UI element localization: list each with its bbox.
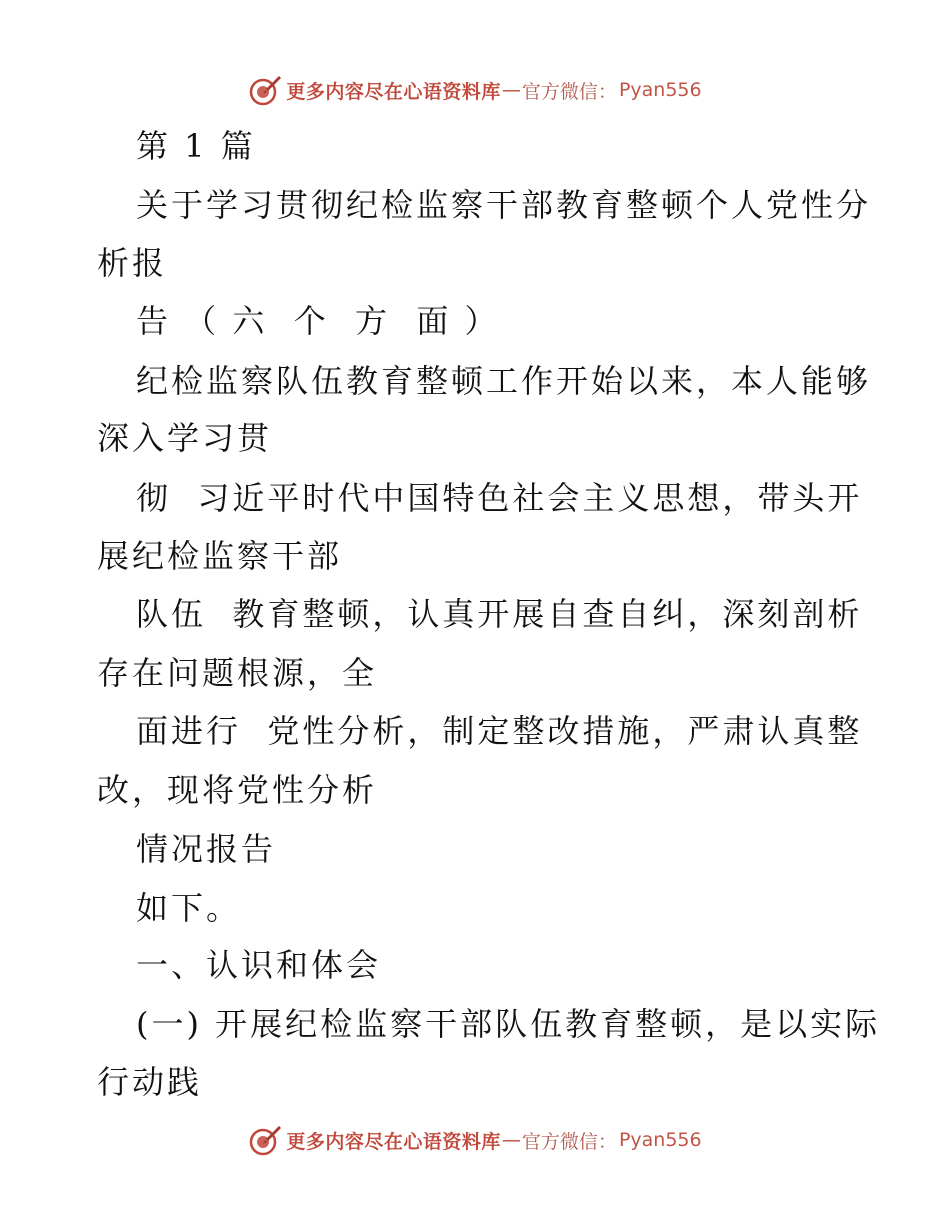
paragraph-line: 如下。 <box>136 889 242 927</box>
pen-logo-icon <box>248 73 282 107</box>
paragraph-line: 改，现将党性分析 <box>97 771 378 809</box>
pen-logo-icon <box>248 1123 282 1157</box>
watermark-wechat-id: Pyan556 <box>618 1129 702 1151</box>
watermark-dash: — <box>501 1129 521 1151</box>
paragraph-line: 情况报告 <box>136 830 277 868</box>
paragraph-line: 行动践 <box>97 1063 203 1101</box>
watermark-main-text: 更多内容尽在心语资料库 <box>286 1130 501 1153</box>
paragraph-line: 面进行 党性分析，制定整改措施，严肃认真整 <box>136 712 863 750</box>
document-title-line: 告 （ 六 个 方 面 ） <box>136 302 500 340</box>
paragraph-line: 彻 习近平时代中国特色社会主义思想，带头开 <box>136 479 863 517</box>
paragraph-line: 存在问题根源，全 <box>97 654 378 692</box>
paragraph-line: 队伍 教育整顿，认真开展自查自纠，深刻剖析 <box>136 595 863 633</box>
watermark-wechat-label: 官方微信： <box>521 1130 617 1153</box>
section-heading: 第 1 篇 <box>136 127 256 165</box>
watermark-wechat-label: 官方微信： <box>521 80 617 103</box>
watermark-dash: — <box>501 79 521 101</box>
watermark-header <box>0 70 950 110</box>
document-title-line: 关于学习贯彻纪检监察干部教育整顿个人党性分 <box>136 186 872 224</box>
paragraph-line: 纪检监察队伍教育整顿工作开始以来，本人能够 <box>136 362 872 400</box>
paragraph-line: (一) 开展纪检监察干部队伍教育整顿，是以实际 <box>136 1005 881 1043</box>
subsection-heading: 一、认识和体会 <box>136 946 382 984</box>
paragraph-line: 展纪检监察干部 <box>97 537 343 575</box>
watermark-wechat-id: Pyan556 <box>618 79 702 101</box>
document-title-line: 析报 <box>97 244 168 282</box>
paragraph-line: 深入学习贯 <box>97 419 273 457</box>
watermark-footer <box>0 1120 950 1160</box>
watermark-main-text: 更多内容尽在心语资料库 <box>286 80 501 103</box>
